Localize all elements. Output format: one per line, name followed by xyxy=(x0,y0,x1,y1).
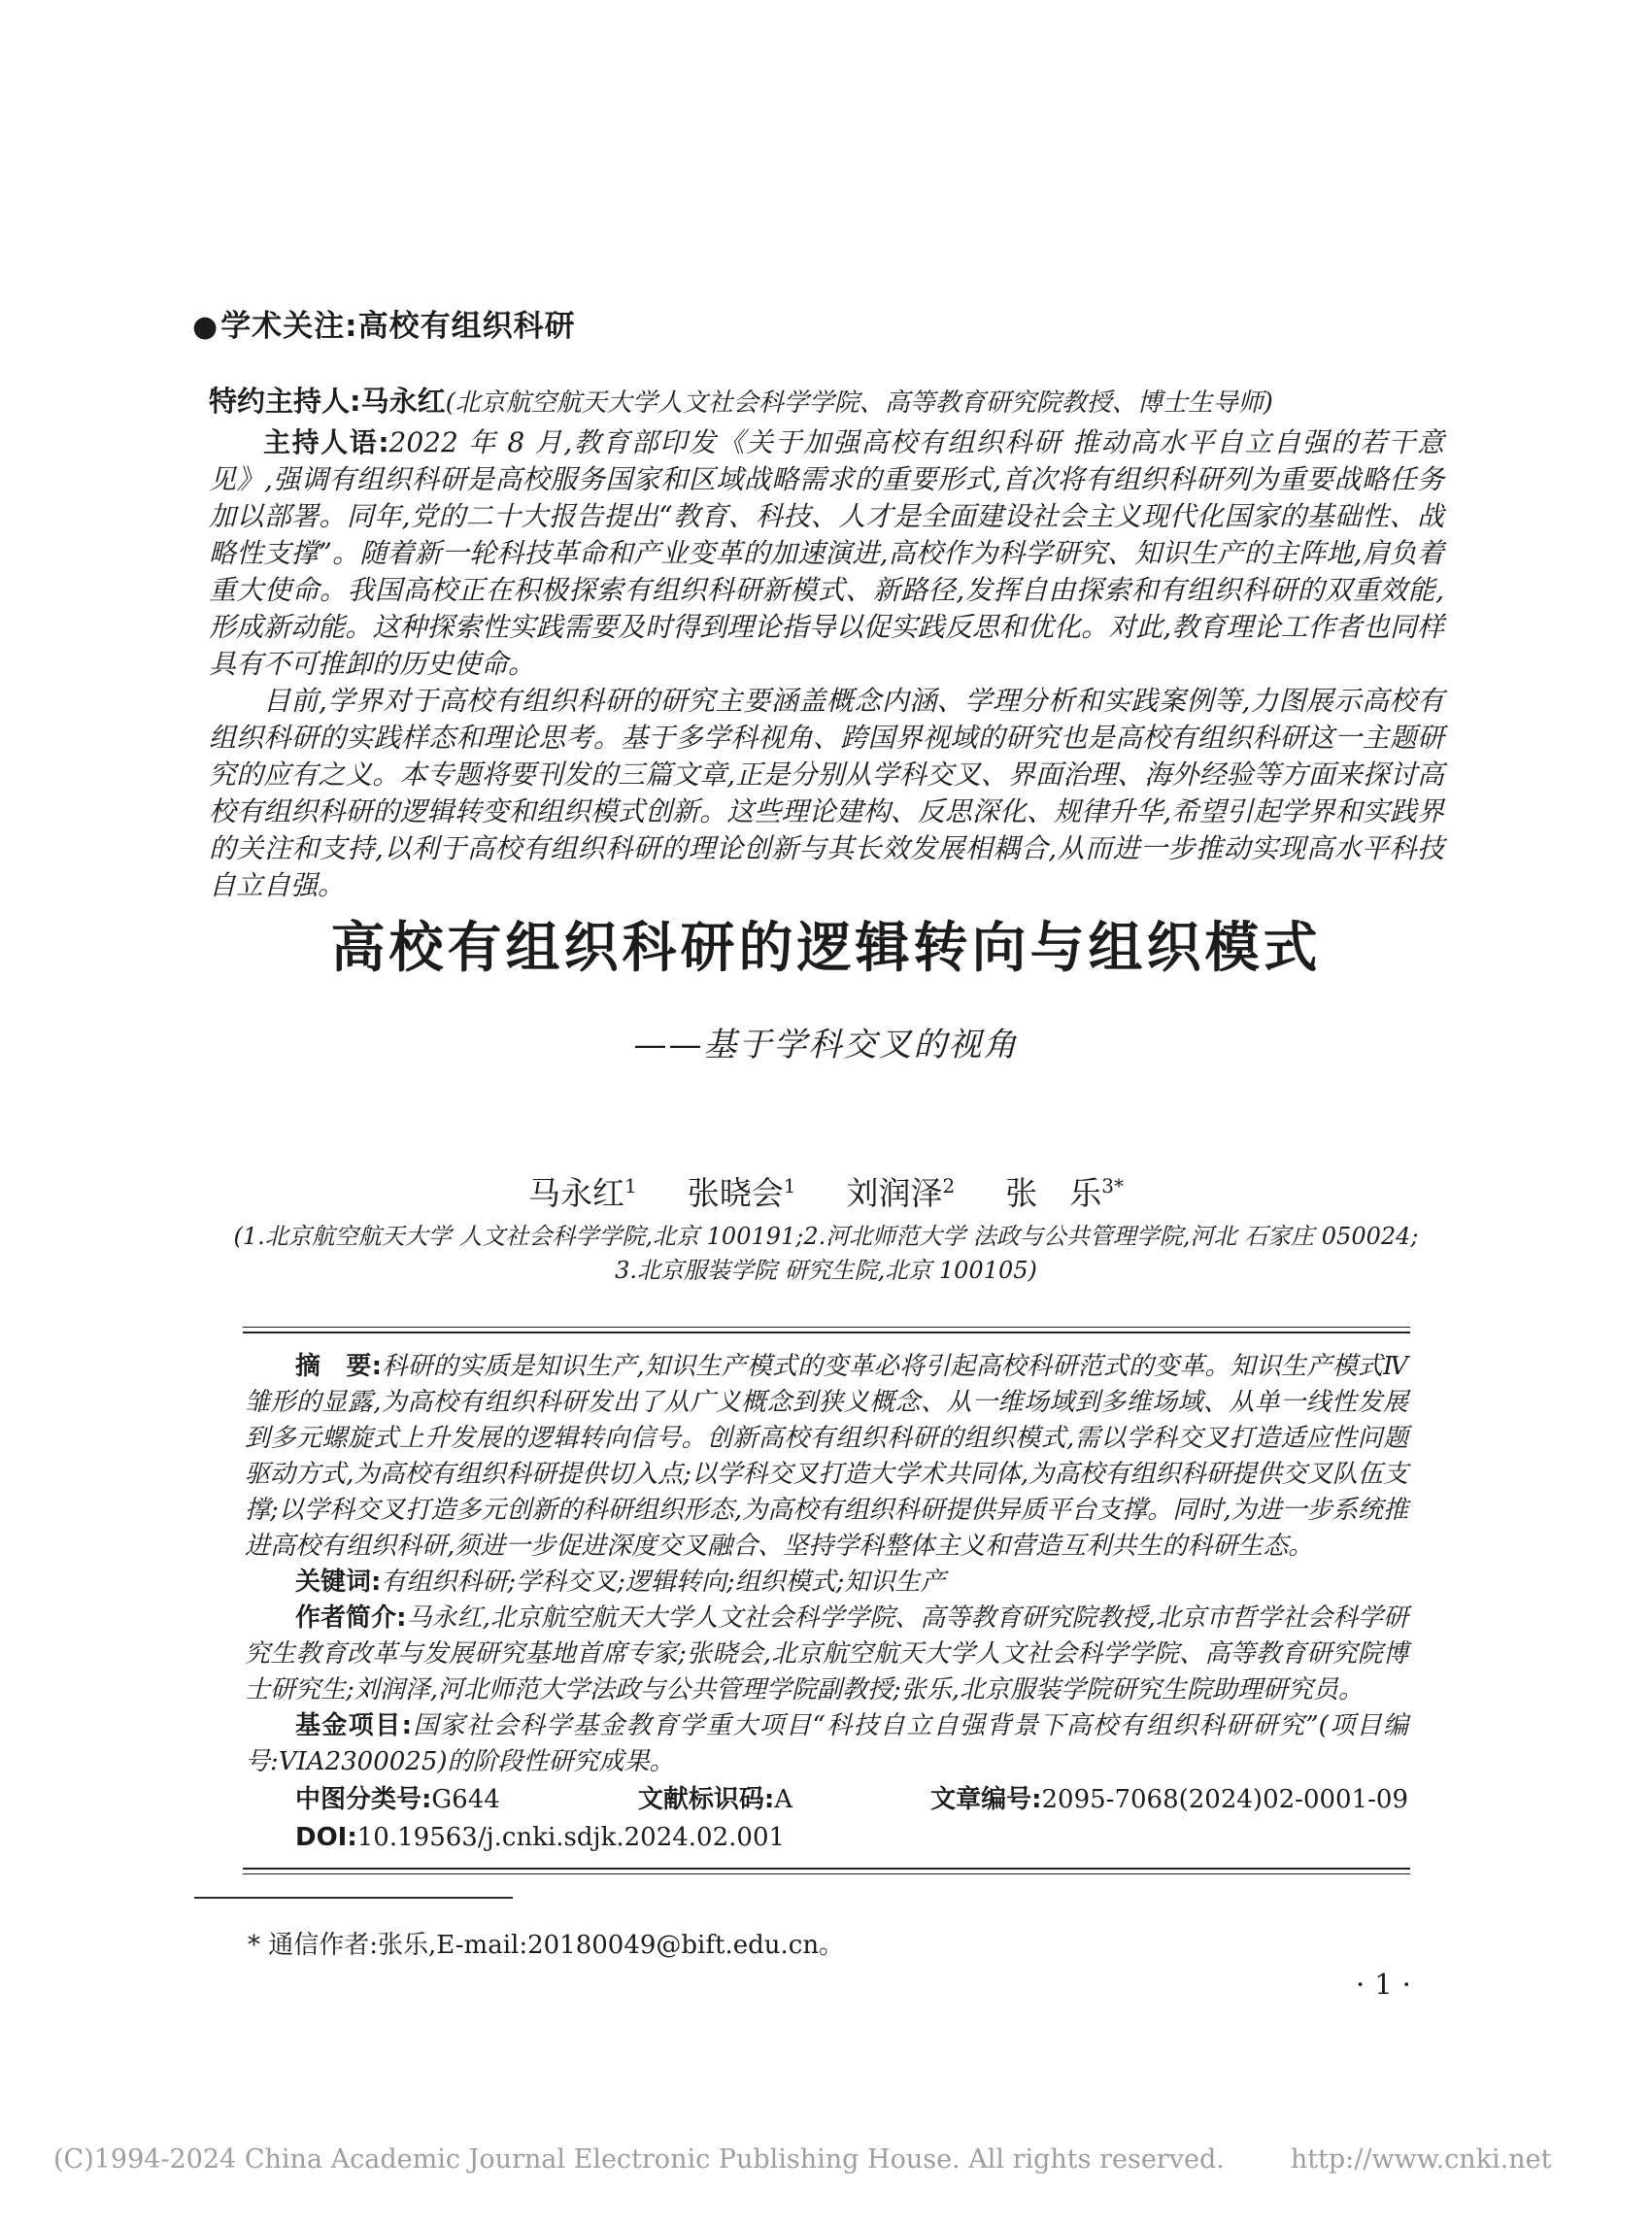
author-bio-label: 作者简介: xyxy=(295,1603,407,1633)
author-affil-sup: 2 xyxy=(942,1174,956,1197)
affiliation-block xyxy=(0,1220,1652,1288)
author-name: 张晓会 xyxy=(687,1174,784,1212)
clc-value: G644 xyxy=(431,1785,500,1814)
abstract-label: 摘 要: xyxy=(295,1352,383,1381)
host-remarks-paragraph-1 xyxy=(209,424,1444,683)
author-name: 刘润泽 xyxy=(846,1174,943,1212)
funding-paragraph xyxy=(245,1708,1408,1780)
host-remarks-text-1: 2022 年 8 月,教育部印发《关于加强高校有组织科研 推动高水平自立自强的若干意见》,强调有组织科研是高校服务国家和区域战略需求的重要形式,首次将有组织科研列为重要战略任务加以部署。同年,党的二十大报告提出“教育、科技、人才是全面建设社会主义现代化国家的基础性、战略性支撑”。随着新一轮科技革命和产业变革的加速演进,高校作为科学研究、知识生产的主阵地,肩负着重大使命。我国高校正在积极探索有组织科研新模式、新路径,发挥自由探索和有组织科研的双重效能,形成新动能。这种探索性实践需要及时得到理论指导以促实践反思和优化。对此,教育理论工作者也同样具有不可推卸的历史使命。 xyxy=(209,426,1445,680)
article-subtitle: ——基于学科交叉的视角 xyxy=(633,1026,1019,1064)
abstract-text: 科研的实质是知识生产,知识生产模式的变革必将引起高校科研范式的变革。知识生产模式Ⅳ雏形的显露,为高校有组织科研发出了从广义概念到狭义概念、从一维场域到多维场域、从单一线性发展到多元螺旋式上升发展的逻辑转向信号。创新高校有组织科研的组织模式,需以学科交叉打造适应性问题驱动方式,为高校有组织科研提供切入点;以学科交叉打造大学术共同体,为高校有组织科研提供交叉队伍支撑;以学科交叉打造多元创新的科研组织形态,为高校有组织科研提供异质平台支撑。同时,为进一步系统推进高校有组织科研,须进一步促进深度交叉融合、坚持学科整体主义和营造互利共生的科研生态。 xyxy=(245,1352,1408,1561)
host-intro-block xyxy=(209,383,1444,904)
doi-label: DOI: xyxy=(295,1823,357,1852)
author-item xyxy=(847,1168,956,1214)
keywords-label: 关键词: xyxy=(295,1568,382,1597)
doi-line xyxy=(245,1820,1408,1856)
author-affil-sup: 1 xyxy=(783,1174,796,1197)
affiliation-line: 3.北京服装学院 研究生院,北京 100105) xyxy=(615,1257,1037,1284)
topic-label-line xyxy=(192,301,576,345)
host-remarks-text-2: 目前,学界对于高校有组织科研的研究主要涵盖概念内涵、学理分析和实践案例等,力图展示高校有组织科研的实践样态和理论思考。基于多学科视角、跨国界视域的研究也是高校有组织科研这一主题研究的应有之义。本专题将要刊发的三篇文章,正是分别从学科交叉、界面治理、海外经验等方面来探讨高校有组织科研的逻辑转变和组织模式创新。这些理论建构、反思深化、规律升华,希望引起学界和实践界的关注和支持,以利于高校有组织科研的理论创新与其长效发展相耦合,从而进一步推动实现高水平科技自立自强。 xyxy=(209,685,1444,901)
keywords-text: 有组织科研;学科交叉;逻辑转向;组织模式;知识生产 xyxy=(381,1568,946,1597)
classification-row xyxy=(245,1782,1408,1818)
author-item xyxy=(1005,1168,1124,1214)
article-no-value: 2095-7068(2024)02-0001-09 xyxy=(1041,1785,1408,1814)
copyright-text: (C)1994-2024 China Academic Journal Electronic Publishing House. All rights reserved. xyxy=(53,2144,1225,2175)
author-affil-sup: 1 xyxy=(624,1174,637,1197)
host-remarks-paragraph-2 xyxy=(209,683,1444,904)
doc-code-value: A xyxy=(774,1785,793,1814)
footer-url: http://www.cnki.net xyxy=(1290,2144,1552,2175)
author-list xyxy=(0,1168,1652,1214)
cnki-footer xyxy=(53,2144,1607,2175)
clc-label: 中图分类号: xyxy=(295,1785,432,1814)
doi-value: 10.19563/j.cnki.sdjk.2024.02.001 xyxy=(356,1823,786,1852)
abstract-meta-body xyxy=(243,1333,1410,1856)
doc-code-item xyxy=(638,1782,792,1818)
author-bio-text: 马永红,北京航空航天大学人文社会科学学院、高等教育研究院教授,北京市哲学社会科学研究生教育改革与发展研究基地首席专家;张晓会,北京航空航天大学人文社会科学学院、高等教育研究院博士研究生;刘润泽,河北师范大学法政与公共管理学院副教授;张乐,北京服装学院研究生院助理研究员。 xyxy=(245,1603,1408,1704)
corresponding-author-footnote: * 通信作者:张乐,E-mail:20180049@bift.edu.cn。 xyxy=(248,1931,845,1960)
host-remarks-label: 主持人语: xyxy=(263,426,389,458)
author-name: 马永红 xyxy=(528,1174,625,1212)
author-affil-sup: 3* xyxy=(1101,1174,1124,1197)
affiliation-line: (1.北京航空航天大学 人文社会科学学院,北京 100191;2.河北师范大学 法政与公共管理学院,河北 石家庄 050024; xyxy=(233,1223,1419,1250)
double-rule-top xyxy=(243,1327,1410,1333)
author-name: 张 乐 xyxy=(1005,1174,1102,1212)
page-number: ·1· xyxy=(1356,1968,1421,2001)
article-title: 高校有组织科研的逻辑转向与组织模式 xyxy=(330,917,1322,980)
host-line xyxy=(209,383,1444,422)
article-no-item xyxy=(930,1782,1408,1818)
topic-label: 学术关注:高校有组织科研 xyxy=(220,309,576,344)
doc-code-label: 文献标识码: xyxy=(637,1785,775,1814)
author-item xyxy=(528,1168,637,1214)
author-bio-paragraph xyxy=(245,1601,1408,1708)
funding-label: 基金项目: xyxy=(295,1711,413,1740)
host-name-label: 特约主持人:马永红 xyxy=(209,385,446,418)
footnote-rule xyxy=(194,1897,513,1899)
host-description: (北京航空航天大学人文社会科学学院、高等教育研究院教授、博士生导师) xyxy=(445,388,1273,418)
funding-text: 国家社会科学基金教育学重大项目“科技自立自强背景下高校有组织科研研究”(项目编号:VIA2300025)的阶段性研究成果。 xyxy=(245,1711,1408,1776)
abstract-meta-block xyxy=(243,1327,1410,1874)
double-rule-bottom xyxy=(243,1868,1410,1874)
clc-item xyxy=(295,1782,500,1818)
abstract-paragraph xyxy=(245,1349,1408,1565)
article-no-label: 文章编号: xyxy=(930,1785,1042,1814)
bullet-icon: ● xyxy=(192,310,219,344)
author-item xyxy=(688,1168,796,1214)
keywords-line xyxy=(245,1565,1408,1601)
